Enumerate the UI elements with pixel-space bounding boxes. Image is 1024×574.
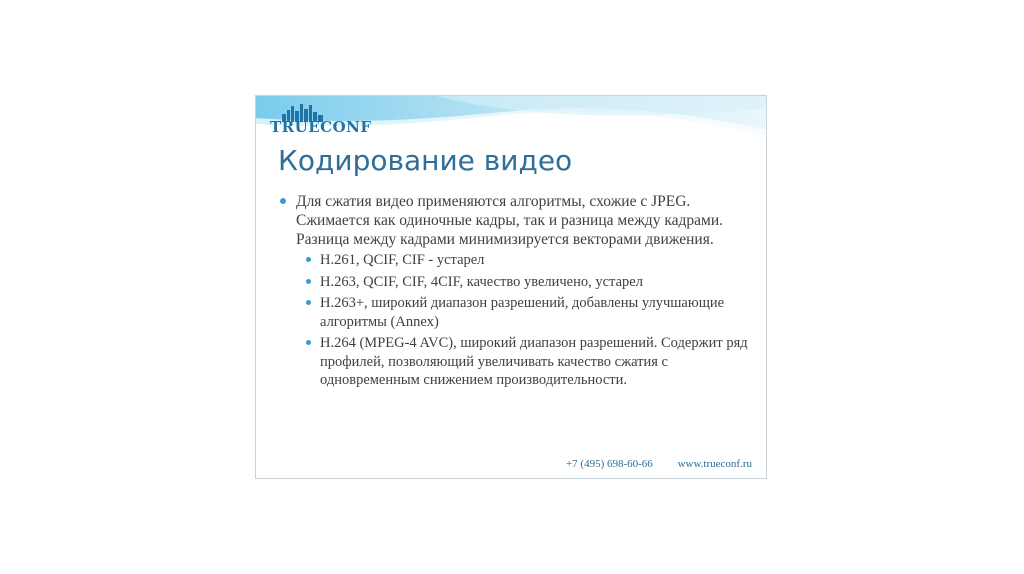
list-item: [280, 273, 750, 292]
list-item: [280, 294, 750, 331]
bullet-dot-icon: [280, 198, 286, 204]
slide: [255, 95, 767, 479]
sub-bullet-text: H.264 (MPEG-4 AVC), широкий диапазон разрешений. Содержит ряд профилей, позволяющий увеличивать качество сжатия с одновременным снижением производительности.: [320, 335, 748, 388]
sub-bullet-text: H.263, QCIF, CIF, 4CIF, качество увеличено, устарел: [320, 273, 643, 290]
slide-content: [280, 192, 750, 393]
main-bullet-text: Для сжатия видео применяются алгоритмы, схожие с JPEG. Сжимается как одиночные кадры, так и разница между кадрами. Разница между кадрами минимизируется векторами движения.: [296, 193, 723, 248]
bullet-dot-icon: [306, 340, 311, 345]
footer-phone: +7 (495) 698-60-66: [565, 458, 653, 470]
bullet-dot-icon: [306, 300, 311, 305]
sub-bullet-text: H.261, QCIF, CIF - устарел: [320, 252, 485, 268]
logo-text: TRUECONF: [270, 118, 372, 136]
sub-bullet-text: H.263+, широкий диапазон разрешений, добавлены улучшающие алгоритмы (Annex): [320, 295, 725, 330]
slide-footer: [544, 458, 752, 470]
footer-website-link[interactable]: www.trueconf.ru: [677, 458, 752, 470]
slide-title: Кодирование видео: [278, 144, 573, 177]
main-bullet: [280, 192, 750, 249]
list-item: [280, 334, 750, 390]
bullet-dot-icon: [306, 279, 311, 284]
sub-bullet-list: [280, 251, 750, 390]
bullet-dot-icon: [306, 257, 311, 262]
list-item: [280, 251, 750, 270]
trueconf-logo: [270, 102, 372, 142]
